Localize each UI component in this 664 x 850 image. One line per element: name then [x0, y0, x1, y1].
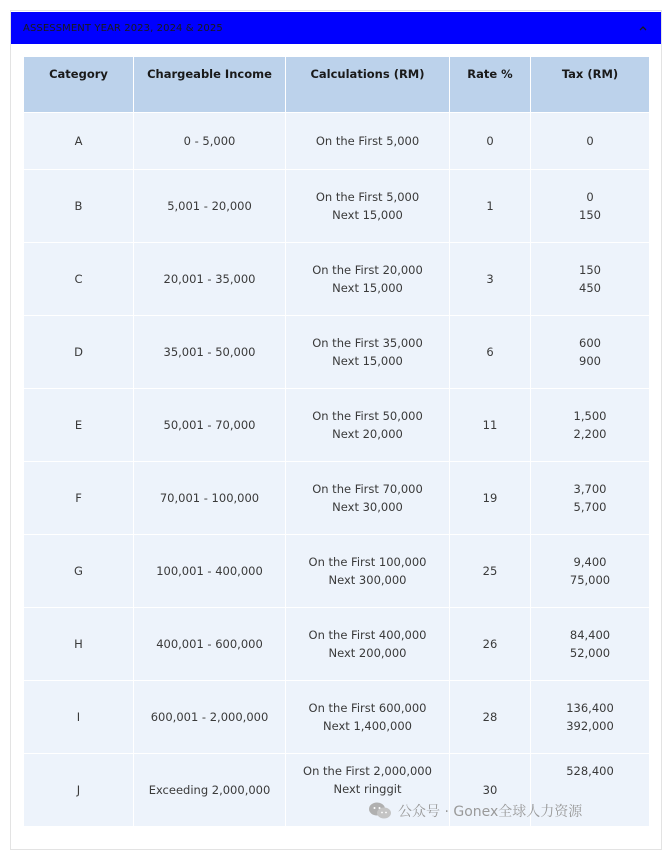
- cell-category: D: [24, 316, 134, 389]
- cell-chargeable-income: 0 - 5,000: [134, 113, 286, 170]
- calculation-next: Next 15,000: [332, 208, 403, 222]
- calculation-first: On the First 35,000: [312, 336, 423, 350]
- cell-category: G: [24, 535, 134, 608]
- tax-first: 9,400: [573, 555, 607, 569]
- tax-first: 600: [579, 336, 601, 350]
- cell-rate: 6: [450, 316, 531, 389]
- column-header-tax: Tax (RM): [531, 57, 650, 113]
- cell-chargeable-income: 35,001 - 50,000: [134, 316, 286, 389]
- table-row: [24, 608, 650, 681]
- cell-tax: [531, 462, 650, 535]
- calculation-first: On the First 2,000,000: [303, 764, 432, 778]
- cell-rate: 25: [450, 535, 531, 608]
- tax-next: 150: [579, 208, 601, 222]
- tax-first: 0: [586, 134, 594, 148]
- cell-calculations: [286, 462, 450, 535]
- calculation-first: On the First 50,000: [312, 409, 423, 423]
- table-header-row: [24, 57, 650, 113]
- calculation-first: On the First 100,000: [308, 555, 427, 569]
- watermark-text: 公众号 · Gonex全球人力资源: [398, 804, 583, 820]
- calculation-next: Next 300,000: [328, 573, 407, 587]
- tax-first: 0: [586, 190, 594, 204]
- cell-category: E: [24, 389, 134, 462]
- cell-calculations: [286, 608, 450, 681]
- tax-next: 5,700: [573, 500, 607, 514]
- cell-tax: [531, 113, 650, 170]
- calculation-first: On the First 600,000: [308, 701, 427, 715]
- tax-next: 900: [579, 354, 601, 368]
- cell-rate: 11: [450, 389, 531, 462]
- watermark: [368, 800, 582, 822]
- column-header-rate: Rate %: [450, 57, 531, 113]
- cell-tax: [531, 608, 650, 681]
- chevron-up-icon[interactable]: [637, 22, 649, 34]
- calculation-next: Next 20,000: [332, 427, 403, 441]
- cell-category: J: [24, 754, 134, 827]
- table-row: [24, 113, 650, 170]
- cell-chargeable-income: 100,001 - 400,000: [134, 535, 286, 608]
- table-row: [24, 389, 650, 462]
- cell-chargeable-income: Exceeding 2,000,000: [134, 754, 286, 827]
- tax-first: 1,500: [573, 409, 607, 423]
- cell-chargeable-income: 600,001 - 2,000,000: [134, 681, 286, 754]
- cell-rate: 30: [450, 754, 531, 827]
- table-row: [24, 681, 650, 754]
- calculation-first: On the First 70,000: [312, 482, 423, 496]
- cell-category: H: [24, 608, 134, 681]
- column-header-category: Category: [24, 57, 134, 113]
- cell-rate: 3: [450, 243, 531, 316]
- tax-next: 52,000: [569, 646, 611, 660]
- calculation-first: On the First 5,000: [315, 134, 420, 148]
- table-row: [24, 170, 650, 243]
- column-header-calculations: Calculations (RM): [286, 57, 450, 113]
- cell-chargeable-income: 50,001 - 70,000: [134, 389, 286, 462]
- cell-calculations: [286, 243, 450, 316]
- tax-first: 528,400: [566, 764, 614, 778]
- cell-category: B: [24, 170, 134, 243]
- cell-calculations: [286, 113, 450, 170]
- cell-category: F: [24, 462, 134, 535]
- table-row: [24, 243, 650, 316]
- cell-calculations: [286, 170, 450, 243]
- calculation-next: Next 1,400,000: [323, 719, 412, 733]
- accordion-header[interactable]: [11, 12, 661, 44]
- cell-chargeable-income: 70,001 - 100,000: [134, 462, 286, 535]
- cell-chargeable-income: 20,001 - 35,000: [134, 243, 286, 316]
- cell-calculations: [286, 681, 450, 754]
- wechat-icon: [368, 801, 392, 821]
- cell-tax: [531, 681, 650, 754]
- tax-rate-table: [23, 56, 650, 827]
- cell-rate: 28: [450, 681, 531, 754]
- cell-rate: 0: [450, 113, 531, 170]
- tax-first: 3,700: [573, 482, 607, 496]
- cell-chargeable-income: 5,001 - 20,000: [134, 170, 286, 243]
- cell-calculations: [286, 535, 450, 608]
- cell-category: I: [24, 681, 134, 754]
- cell-rate: 1: [450, 170, 531, 243]
- cell-chargeable-income: 400,001 - 600,000: [134, 608, 286, 681]
- cell-tax: [531, 535, 650, 608]
- table-row: [24, 462, 650, 535]
- column-header-chargeable-income: Chargeable Income: [134, 57, 286, 113]
- calculation-next: Next 15,000: [332, 354, 403, 368]
- calculation-next: Next 30,000: [332, 500, 403, 514]
- tax-first: 150: [579, 263, 601, 277]
- cell-tax: [531, 389, 650, 462]
- calculation-next: Next 200,000: [328, 646, 407, 660]
- tax-first: 84,400: [569, 628, 611, 642]
- table-row: [24, 535, 650, 608]
- cell-tax: [531, 243, 650, 316]
- cell-rate: 19: [450, 462, 531, 535]
- tax-next: 75,000: [569, 573, 611, 587]
- table-row: [24, 316, 650, 389]
- calculation-first: On the First 5,000: [315, 190, 420, 204]
- tax-next: 450: [579, 281, 601, 295]
- cell-category: A: [24, 113, 134, 170]
- cell-tax: [531, 170, 650, 243]
- calculation-first: On the First 20,000: [312, 263, 423, 277]
- calculation-next: Next ringgit: [333, 782, 402, 796]
- calculation-next: Next 15,000: [332, 281, 403, 295]
- cell-calculations: [286, 316, 450, 389]
- cell-category: C: [24, 243, 134, 316]
- tax-next: 2,200: [573, 427, 607, 441]
- cell-calculations: [286, 389, 450, 462]
- tax-next: 392,000: [566, 719, 614, 733]
- cell-tax: [531, 316, 650, 389]
- cell-rate: 26: [450, 608, 531, 681]
- tax-first: 136,400: [566, 701, 614, 715]
- accordion-title: ASSESSMENT YEAR 2023, 2024 & 2025: [23, 22, 223, 34]
- calculation-first: On the First 400,000: [308, 628, 427, 642]
